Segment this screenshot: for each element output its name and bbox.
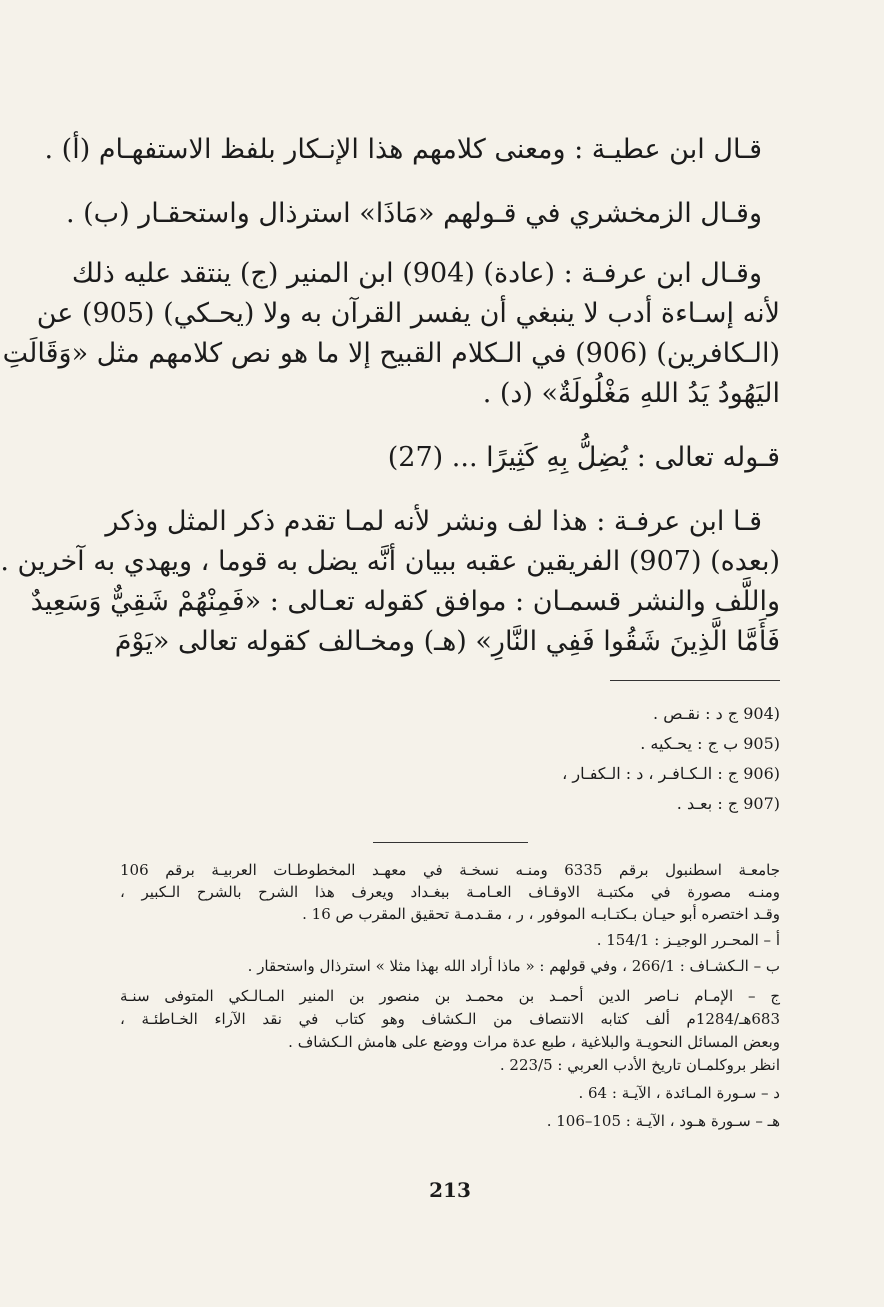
footnote-line: 683هـ/1284م ألف كتابه الانتصاف من الـكشاف وهو كتاب في نقد الآراء الخـاطئـة ،: [120, 1010, 780, 1028]
variant-note-number: 907): [743, 794, 780, 813]
main-text-line: واللَّف والنشر قسمـان : موافق كقوله تعـالى : «فَمِنْهُمْ شَقِيٌّ وَسَعِيدٌ: [30, 586, 780, 617]
variant-note: [120, 763, 780, 785]
main-text-line: وقـال ابن عرفـة : (عادة) (904) ابن المنير (ج) ينتقد عليه ذلك: [71, 258, 762, 289]
variant-note-number: 905): [743, 734, 780, 753]
footnote-line: انظر بروكلمـان تاريخ الأدب العربي : 223/5 .: [499, 1056, 780, 1074]
page-number: 213: [429, 1178, 471, 1202]
main-text-line: (الـكافرين) (906) في الـكلام القبيح إلا ما هو نص كلامهم مثل «وَقَالَتِ: [2, 338, 780, 369]
footnote-line: وبعض المسائل النحويـة والبلاغية ، طبع عدة مرات ووضع على هامش الـكشاف .: [288, 1033, 780, 1051]
variant-note-text: ج : بعـد .: [676, 794, 739, 813]
variant-note-number: 906): [743, 764, 780, 783]
footnote-line: جامعـة اسطنبول برقم 6335 ومنـه نسخـة في معهـد المخطوطـات العربيـة برقم 106: [120, 861, 781, 879]
main-text-line: قـال ابن عطيـة : ومعنى كلامهم هذا الإنـكار بلفظ الاستفهـام (أ) .: [44, 134, 762, 165]
footnote-line: ج – الإمـام نـاصر الدين أحمـد بن محمـد بن منصور بن المنير المـالـكي المتوفى سنـة: [120, 987, 780, 1005]
variant-note-number: 904): [743, 704, 780, 723]
book-page: [0, 130, 781, 1250]
footnote-line: أ – المحـرر الوجيـز : 154/1 .: [596, 931, 780, 949]
footnote-line: ومنـه مصورة في مكتبـة الاوقـاف العـامـة ببغـداد ويعرف هذا الشرح بالشرح الـكبير ،: [120, 883, 780, 901]
main-text-line: لأنه إسـاءة أدب لا ينبغي أن يفسر القرآن به ولا (يحـكي) (905) عن: [36, 298, 780, 329]
verse-heading: قـوله تعالى : يُضِلُّ بِهِ كَثِيرًا ... (27): [387, 442, 780, 473]
variant-note-text: ب ج : يحـكيه .: [640, 734, 739, 753]
footnotes-divider: [373, 842, 528, 843]
footnote-line: ب – الـكشـاف : 266/1 ، وفي قولهم : « ماذا أراد الله بهذا مثلا » استرذال واستحقار .: [247, 957, 780, 975]
footnote-line: د – سـورة المـائدة ، الآيـة : 64 .: [578, 1084, 780, 1102]
main-text-line: قـا ابن عرفـة : هذا لف ونشر لأنه لمـا تقدم ذكر المثل وذكر: [105, 506, 762, 537]
variant-note: [120, 793, 780, 815]
main-text-line: اليَهُودُ يَدُ اللهِ مَغْلُولَةٌ» (د) .: [482, 378, 780, 409]
variant-note-text: ج د : نقـص .: [653, 704, 739, 723]
footnote-line: وقـد اختصره أبو حيـان بـكتـابـه الموفور ، ر ، مقـدمـة تحقيق المقرب ص 16 .: [302, 905, 780, 923]
notes-divider: [610, 680, 780, 681]
variant-note-text: ج : الـكـافـر ، د : الـكفـار ،: [562, 764, 739, 783]
main-text-line: فَأَمَّا الَّذِينَ شَقُوا فَفِي النَّارِ» (هـ) ومخـالف كقوله تعالى «يَوْمَ: [114, 626, 780, 657]
main-text-line: وقـال الزمخشري في قـولهم «مَاذَا» استرذال واستحقـار (ب) .: [65, 198, 762, 229]
variant-note: [120, 703, 780, 725]
footnote-line: هـ – سـورة هـود ، الآيـة : 105–106 .: [546, 1112, 780, 1130]
main-text-line: (بعده) (907) الفريقين عقبه ببيان أنَّه يضل به قوما ، ويهدي به آخرين .: [0, 546, 780, 577]
variant-note: [120, 733, 780, 755]
